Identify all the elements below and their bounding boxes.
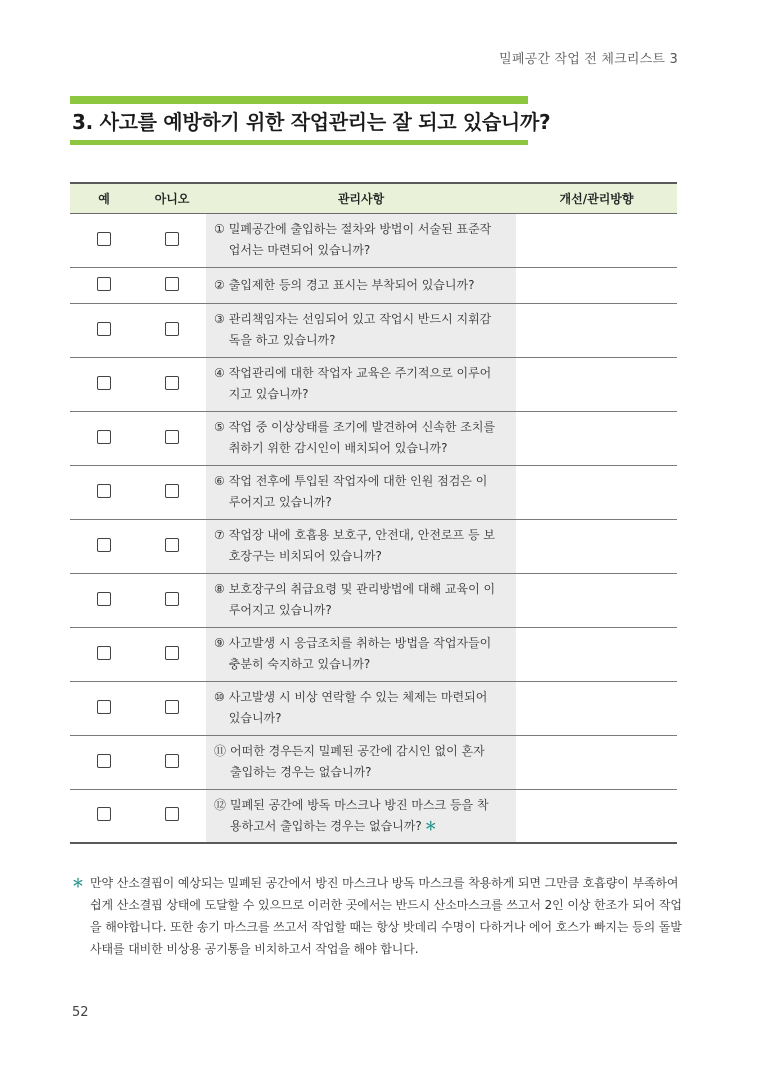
checkbox-yes[interactable] — [97, 484, 111, 498]
checkbox-no[interactable] — [165, 592, 179, 606]
checkbox-no[interactable] — [165, 322, 179, 336]
item-line-1: 작업 중 이상상태를 조기에 발견하여 신속한 조치를 — [228, 420, 496, 434]
item-number: ⑪ — [214, 744, 227, 758]
item-text-block — [214, 579, 508, 621]
cell-improvement[interactable] — [516, 627, 677, 681]
table-row — [70, 573, 677, 627]
item-text-block — [214, 795, 508, 837]
checkbox-no[interactable] — [165, 484, 179, 498]
item-text — [229, 275, 508, 296]
checkbox-no[interactable] — [165, 232, 179, 246]
section-title: 3. 사고를 예방하기 위한 작업관리는 잘 되고 있습니까? — [72, 110, 551, 134]
item-text-block — [214, 219, 508, 261]
checkbox-yes[interactable] — [97, 538, 111, 552]
item-line-1: 작업 전후에 투입된 작업자에 대한 인원 점검은 이 — [228, 474, 488, 488]
item-text-block — [214, 363, 508, 405]
checkbox-no[interactable] — [165, 754, 179, 768]
item-number: ② — [214, 277, 225, 292]
item-line-2: 충분히 숙지하고 있습니까? — [228, 657, 371, 671]
item-line-2: 출입하는 경우는 없습니까? — [230, 765, 372, 779]
cell-item — [206, 303, 516, 357]
cell-no — [138, 573, 206, 627]
item-line-1: 작업장 내에 호흡용 보호구, 안전대, 안전로프 등 보 — [228, 528, 495, 542]
item-text — [229, 309, 508, 351]
table-header-row — [70, 183, 677, 213]
item-text — [230, 741, 508, 783]
item-text — [229, 525, 508, 567]
item-text — [230, 795, 508, 837]
item-text — [229, 687, 508, 729]
item-line-1: 보호장구의 취급요령 및 관리방법에 대해 교육이 이 — [228, 582, 496, 596]
item-text-block — [214, 309, 508, 351]
column-header-yes: 예 — [70, 183, 138, 213]
table-row — [70, 519, 677, 573]
table-row — [70, 681, 677, 735]
cell-item — [206, 213, 516, 267]
asterisk-icon: ＊ — [424, 818, 437, 833]
cell-no — [138, 681, 206, 735]
item-line-2: 지고 있습니까? — [228, 387, 309, 401]
cell-improvement[interactable] — [516, 357, 677, 411]
table-row — [70, 303, 677, 357]
cell-yes — [70, 267, 138, 303]
cell-improvement[interactable] — [516, 681, 677, 735]
item-line-1: 사고발생 시 비상 연락할 수 있는 체제는 마련되어 — [228, 690, 488, 704]
item-number: ⑨ — [214, 636, 225, 650]
cell-yes — [70, 789, 138, 843]
table-row — [70, 357, 677, 411]
cell-no — [138, 411, 206, 465]
item-number: ⑩ — [214, 690, 225, 704]
item-line-1: 출입제한 등의 경고 표시는 부착되어 있습니까? — [228, 277, 475, 292]
checkbox-yes[interactable] — [97, 322, 111, 336]
cell-no — [138, 735, 206, 789]
item-line-2: 용하고서 출입하는 경우는 없습니까? — [230, 818, 422, 833]
item-line-2: 루어지고 있습니까? — [228, 495, 332, 509]
item-text-block — [214, 633, 508, 675]
checkbox-yes[interactable] — [97, 754, 111, 768]
item-line-1: 사고발생 시 응급조치를 취하는 방법을 작업자들이 — [228, 636, 492, 650]
column-header-improvement: 개선/관리방향 — [516, 183, 677, 213]
checkbox-no[interactable] — [165, 700, 179, 714]
table-row — [70, 267, 677, 303]
cell-no — [138, 267, 206, 303]
item-number: ⑤ — [214, 420, 225, 434]
cell-yes — [70, 735, 138, 789]
item-text — [229, 579, 508, 621]
item-number: ③ — [214, 312, 225, 326]
cell-yes — [70, 357, 138, 411]
table-row — [70, 213, 677, 267]
asterisk-icon: ＊ — [72, 876, 85, 890]
cell-yes — [70, 465, 138, 519]
item-number: ⑦ — [214, 528, 225, 542]
cell-item — [206, 627, 516, 681]
cell-yes — [70, 213, 138, 267]
title-bar-top — [70, 96, 528, 104]
cell-improvement[interactable] — [516, 303, 677, 357]
cell-item — [206, 465, 516, 519]
cell-yes — [70, 519, 138, 573]
item-line-2: 있습니까? — [228, 711, 282, 725]
cell-improvement[interactable] — [516, 573, 677, 627]
checkbox-yes[interactable] — [97, 807, 111, 821]
cell-yes — [70, 573, 138, 627]
cell-improvement[interactable] — [516, 519, 677, 573]
cell-item — [206, 681, 516, 735]
cell-no — [138, 213, 206, 267]
footnote — [72, 872, 682, 960]
page-number: 52 — [72, 1005, 89, 1020]
table-row — [70, 465, 677, 519]
checkbox-no[interactable] — [165, 277, 179, 291]
item-line-2: 독을 하고 있습니까? — [228, 333, 336, 347]
item-text — [229, 633, 508, 675]
item-number: ⑧ — [214, 582, 225, 596]
item-number: ⑥ — [214, 474, 225, 488]
cell-improvement[interactable] — [516, 465, 677, 519]
item-text — [229, 471, 508, 513]
checkbox-yes[interactable] — [97, 646, 111, 660]
cell-yes — [70, 411, 138, 465]
item-number: ① — [214, 222, 225, 236]
running-header: 밀폐공간 작업 전 체크리스트 3 — [499, 52, 678, 67]
cell-item — [206, 357, 516, 411]
column-header-item: 관리사항 — [206, 183, 516, 213]
item-text-block — [214, 275, 508, 296]
cell-item — [206, 519, 516, 573]
item-text — [229, 219, 508, 261]
checkbox-yes[interactable] — [97, 376, 111, 390]
cell-item — [206, 411, 516, 465]
cell-item — [206, 267, 516, 303]
item-line-1: 어떠한 경우든지 밀폐된 공간에 감시인 없이 혼자 — [230, 744, 485, 758]
checkbox-no[interactable] — [165, 646, 179, 660]
item-line-2: 취하기 위한 감시인이 배치되어 있습니까? — [228, 441, 448, 455]
cell-no — [138, 303, 206, 357]
cell-item — [206, 573, 516, 627]
item-line-1: 관리책임자는 선임되어 있고 작업시 반드시 지휘감 — [228, 312, 492, 326]
checklist-body — [70, 213, 677, 843]
item-text-block — [214, 741, 508, 783]
checkbox-yes[interactable] — [97, 277, 111, 291]
cell-item — [206, 789, 516, 843]
item-line-2: 업서는 마련되어 있습니까? — [228, 243, 371, 257]
item-text — [229, 363, 508, 405]
cell-improvement[interactable] — [516, 411, 677, 465]
item-number: ④ — [214, 366, 225, 380]
item-line-1: 밀폐된 공간에 방독 마스크나 방진 마스크 등을 착 — [230, 797, 489, 812]
cell-yes — [70, 303, 138, 357]
footnote-text: 만약 산소결핍이 예상되는 밀폐된 공간에서 방진 마스크나 방독 마스크를 착용하게 되면 그만큼 호흡량이 부족하여 쉽게 산소결핍 상태에 도달할 수 있으므로 이러한 곳에서는 반드시 산소마스크를 쓰고서 2인 이상 한조가 되어 작업을 해야합니다. 또한 송기 마스크를 쓰고서 작업할 때는 항상 밧데리 수명이 다하거나 에어 호스가 빠지는 등의 돌발사태를 대비한 비상용 공기통을 비치하고서 작업을 해야 합니다. — [90, 876, 682, 956]
checkbox-yes[interactable] — [97, 700, 111, 714]
column-header-no: 아니오 — [138, 183, 206, 213]
cell-no — [138, 627, 206, 681]
checkbox-no[interactable] — [165, 430, 179, 444]
item-text-block — [214, 471, 508, 513]
cell-improvement[interactable] — [516, 213, 677, 267]
checkbox-no[interactable] — [165, 376, 179, 390]
table-row — [70, 789, 677, 843]
item-number: ⑫ — [214, 797, 227, 812]
item-line-1: 작업관리에 대한 작업자 교육은 주기적으로 이루어 — [228, 366, 492, 380]
cell-no — [138, 465, 206, 519]
checkbox-no[interactable] — [165, 807, 179, 821]
item-text — [229, 417, 508, 459]
item-line-1: 밀폐공간에 출입하는 절차와 방법이 서술된 표준작 — [228, 222, 492, 236]
item-line-2: 호장구는 비치되어 있습니까? — [228, 549, 382, 563]
cell-no — [138, 519, 206, 573]
item-text-block — [214, 687, 508, 729]
title-bar-bottom — [70, 140, 528, 145]
cell-yes — [70, 681, 138, 735]
checkbox-no[interactable] — [165, 538, 179, 552]
cell-improvement[interactable] — [516, 267, 677, 303]
cell-yes — [70, 627, 138, 681]
cell-item — [206, 735, 516, 789]
checklist-table — [70, 182, 677, 844]
table-row — [70, 735, 677, 789]
checkbox-yes[interactable] — [97, 592, 111, 606]
checkbox-yes[interactable] — [97, 430, 111, 444]
table-row — [70, 411, 677, 465]
cell-no — [138, 357, 206, 411]
item-line-2: 루어지고 있습니까? — [228, 603, 332, 617]
cell-improvement[interactable] — [516, 789, 677, 843]
checkbox-yes[interactable] — [97, 232, 111, 246]
item-text-block — [214, 417, 508, 459]
table-row — [70, 627, 677, 681]
cell-improvement[interactable] — [516, 735, 677, 789]
item-text-block — [214, 525, 508, 567]
cell-no — [138, 789, 206, 843]
